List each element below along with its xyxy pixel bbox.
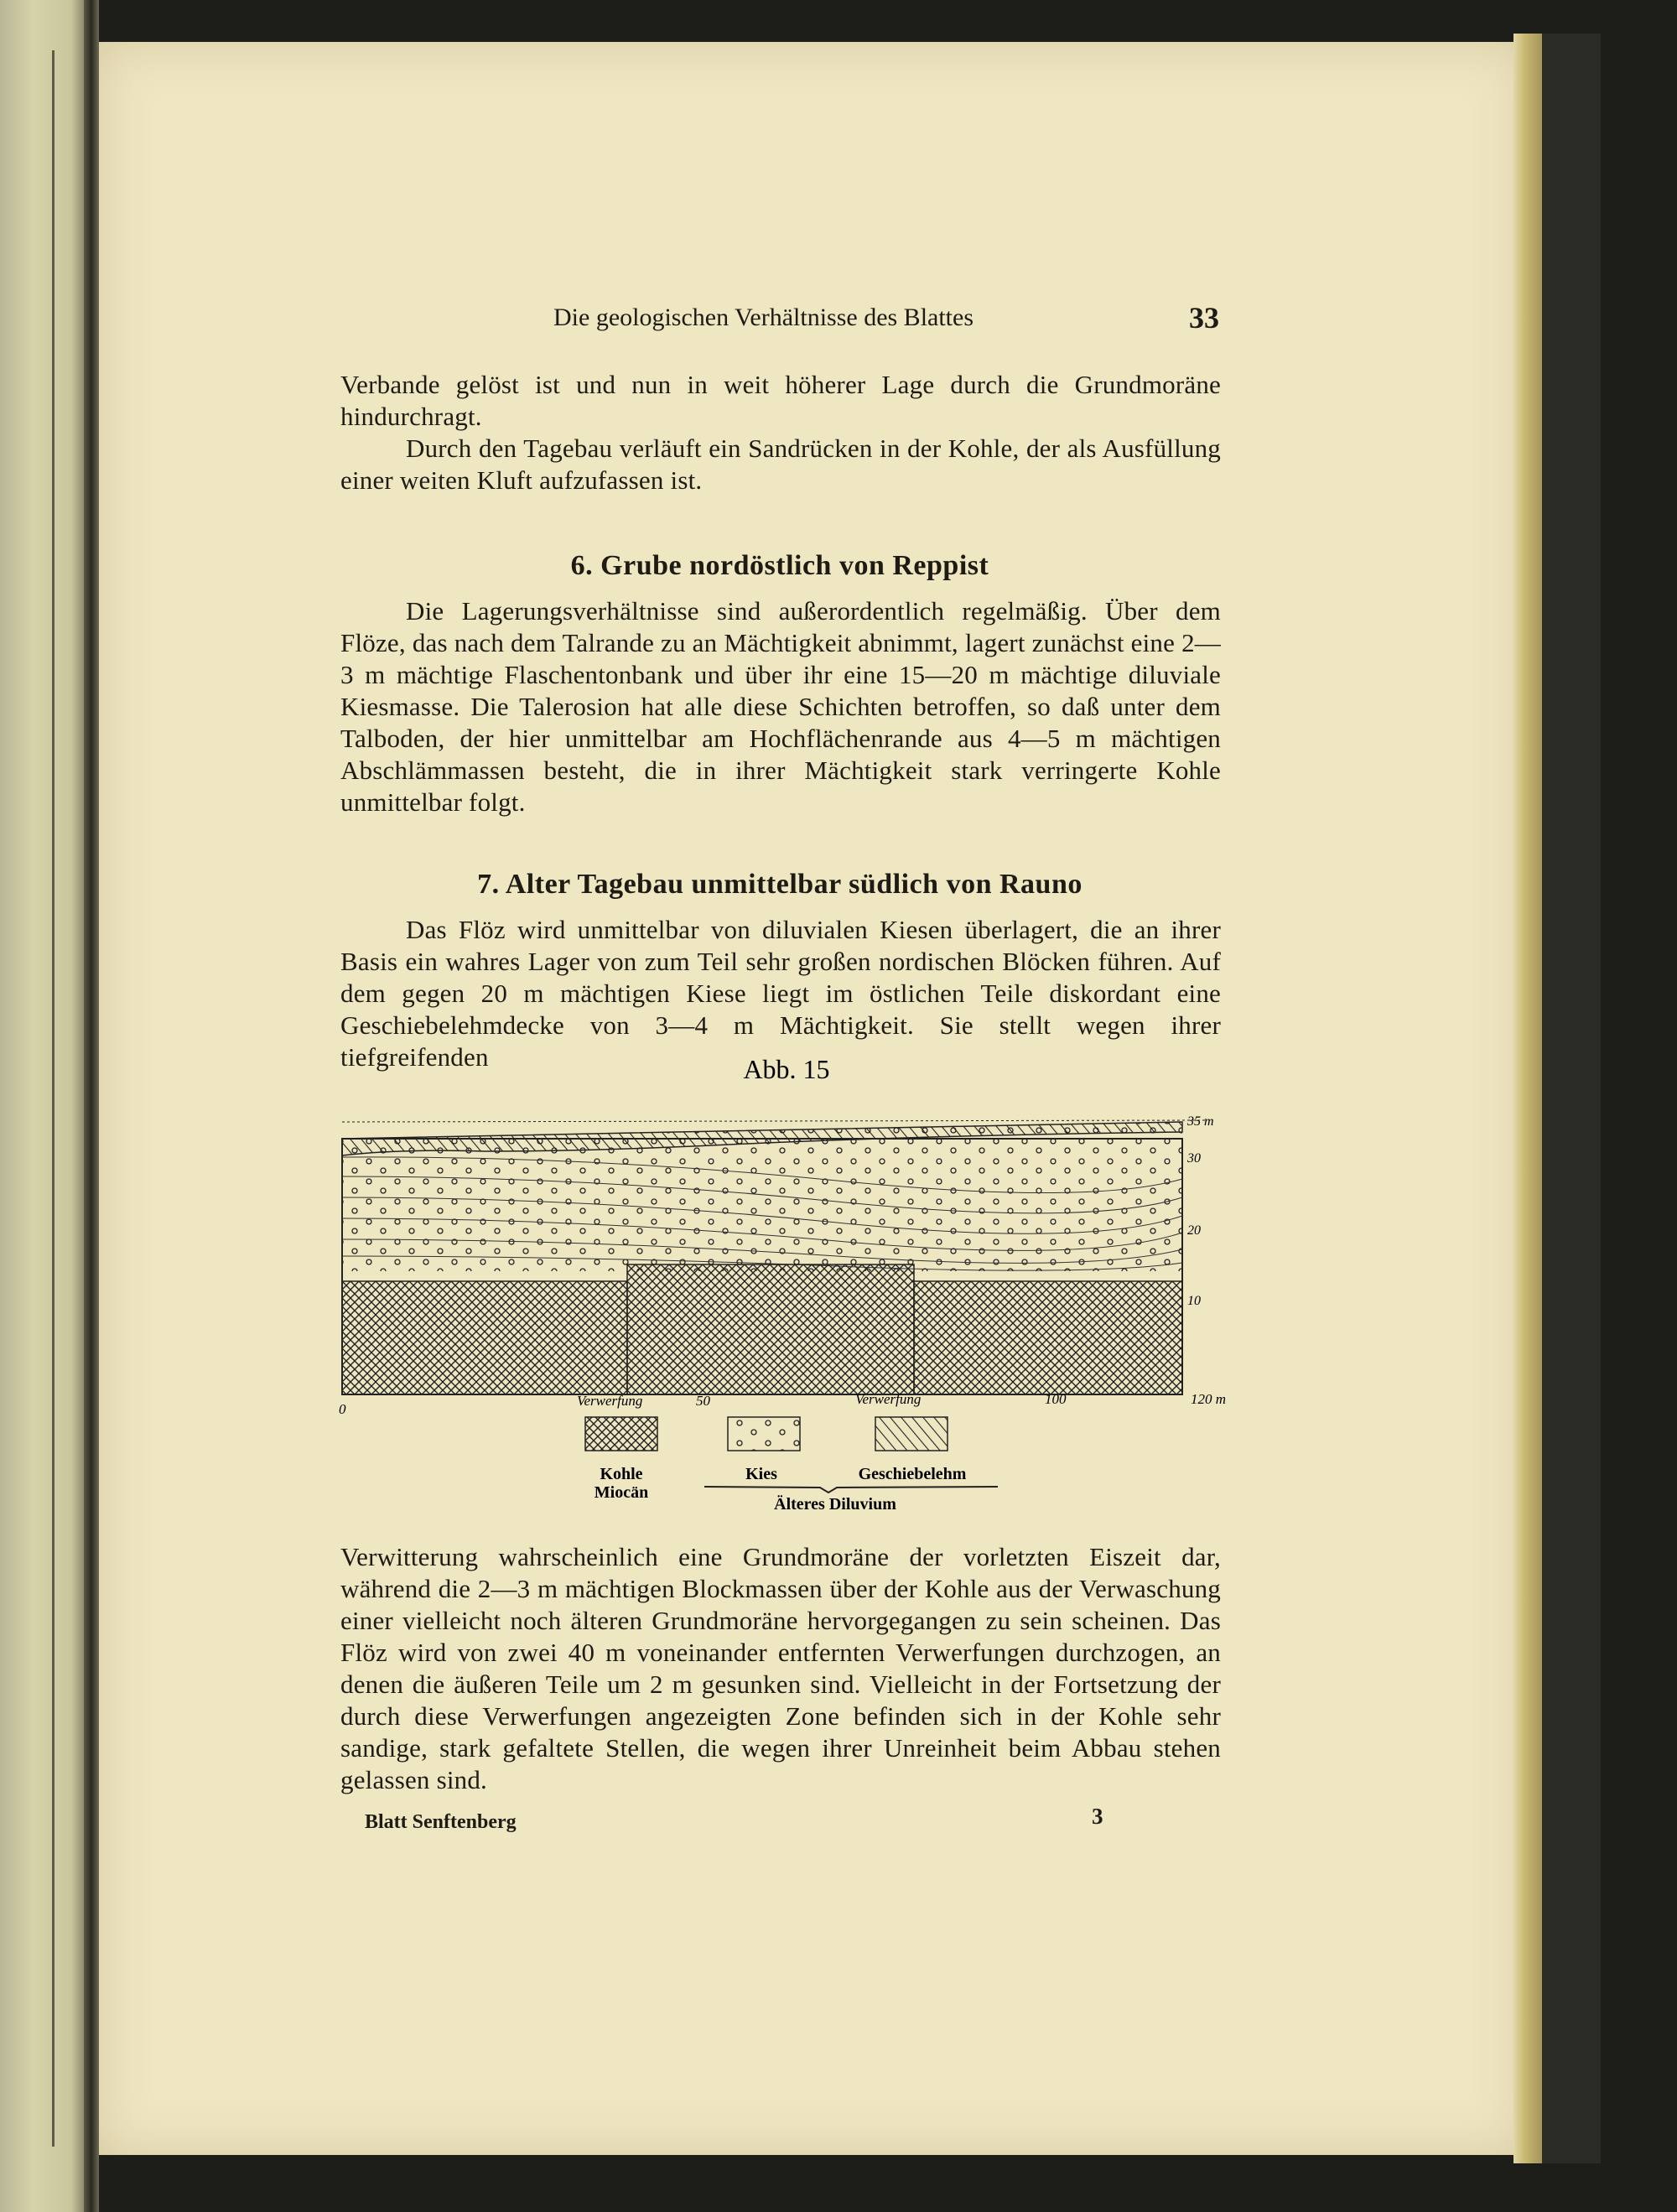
top-reference-line <box>342 1120 1206 1122</box>
y-tick-20: 20 <box>1187 1223 1201 1238</box>
y-tick-35: 35 m <box>1187 1114 1214 1129</box>
legend-kies-swatch <box>728 1417 800 1451</box>
legend-kohle: Kohle <box>600 1465 643 1483</box>
kohle-block-right <box>914 1281 1182 1394</box>
section-6-heading: 6. Grube nordöstlich von Reppist <box>570 550 989 581</box>
paragraph-1: Verbande gelöst ist und nun in weit höherer Lage durch die Grundmoräne hindurchragt. <box>340 370 1221 431</box>
section-7-text: Das Flöz wird unmittelbar von diluvialen Kiesen überlagert, die an ihrer Basis ein wahres Lager von zum Teil sehr großen nordischen Blöcken führen. Auf dem gegen 20 m mächtigen Kiese liegt im östlichen Teile diskordant eine Geschiebelehmdecke von 3—4 m Mächtigkeit. Sie stellt wegen ihrer tiefgreifenden <box>340 915 1221 1072</box>
legend-kies: Kies <box>745 1465 777 1483</box>
section-7-heading: 7. Alter Tagebau unmittelbar südlich von Rauno <box>477 869 1083 900</box>
geologic-section-diagram <box>334 1055 1239 1524</box>
legend-geschiebelehm-swatch <box>875 1417 948 1451</box>
paragraph-2: Durch den Tagebau verläuft ein Sandrücken in der Kohle, der als Ausfüllung einer weiten Kluft aufzufassen ist. <box>340 434 1221 495</box>
figure-caption: Abb. 15 <box>743 1055 830 1084</box>
running-header: Die geologischen Verhältnisse des Blattes <box>553 304 974 331</box>
kohle-block-middle <box>627 1264 914 1394</box>
kohle-block-left <box>342 1281 627 1394</box>
fault-label-right: Verwerfung <box>855 1391 922 1407</box>
legend-kohle-swatch <box>585 1417 657 1451</box>
footer-blatt: Blatt Senftenberg <box>365 1811 517 1833</box>
legend-geschiebelehm: Geschiebelehm <box>858 1465 967 1483</box>
y-tick-30: 30 <box>1187 1151 1201 1166</box>
x-tick-120: 120 m <box>1191 1391 1227 1407</box>
x-tick-0: 0 <box>339 1401 346 1417</box>
left-page-edge <box>0 0 84 2212</box>
left-page-line <box>52 50 55 2147</box>
figure-15 <box>334 1055 1239 1524</box>
book-cover <box>1542 34 1601 2163</box>
paragraph-3: Verwitterung wahrscheinlich eine Grundmoräne der vorletzten Eiszeit dar, während die 2—3 m mächtigen Blockmassen über der Kohle aus der Verwaschung einer vielleicht noch älteren Grundmoräne hervorgegangen zu sein scheinen. Das Flöz wird von zwei 40 m voneinander entfernten Verwerfungen durchzogen, an denen die äußeren Teile um 2 m gesunken sind. Vielleicht in der Fortsetzung der durch diese Verwerfungen angezeigten Zone befinden sich in der Kohle sehr sandige, stark gefaltete Stellen, die wegen ihrer Unreinheit beim Abbau stehen gelassen sind. <box>340 1542 1221 1794</box>
page-number: 33 <box>1189 301 1219 335</box>
legend-miocaen: Miocän <box>594 1483 649 1502</box>
fault-label-left: Verwerfung <box>577 1393 643 1409</box>
signature-mark: 3 <box>1092 1804 1103 1829</box>
book-gutter <box>84 0 99 2212</box>
page-stack-edge <box>1513 34 1542 2163</box>
legend-diluvium: Älteres Diluvium <box>774 1495 896 1514</box>
section-6-text: Die Lagerungsverhältnisse sind außerordentlich regelmäßig. Über dem Flöze, das nach dem Talrande zu an Mächtigkeit abnimmt, lagert zunächst eine 2—3 m mächtige Flaschentonbank und über ihr eine 15—20 m mächtige diluviale Kiesmasse. Die Talerosion hat alle diese Schichten betroffen, so daß unter dem Talboden, der hier unmittelbar am Hochflächenrande aus 4—5 m mächtigen Abschlämmassen besteht, die in ihrer Mächtigkeit stark verringerte Kohle unmittelbar folgt. <box>340 596 1221 817</box>
legend-brace <box>704 1487 998 1493</box>
y-tick-10: 10 <box>1187 1294 1201 1308</box>
x-tick-100: 100 <box>1045 1391 1067 1407</box>
x-tick-50: 50 <box>696 1393 710 1409</box>
